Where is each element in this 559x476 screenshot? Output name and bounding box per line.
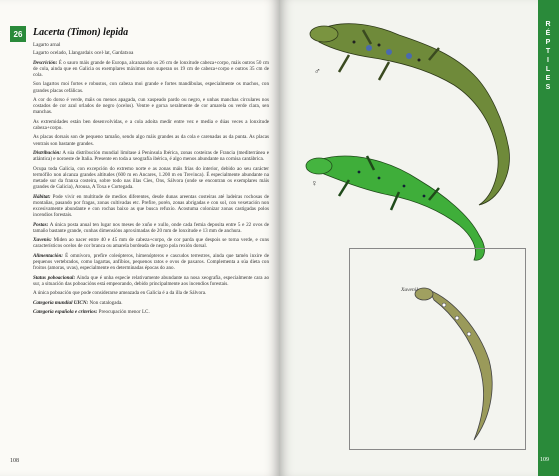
female-lizard-illustration [306,156,484,260]
species-paragraph [33,275,269,287]
paragraph-text: As extremidades están ben desenvolvidas, e a cola adoita medir entre vez e media e dúas veces a lonxitude cabeza+corpo. [33,118,269,131]
species-paragraph [33,253,269,272]
species-number-badge: 26 [10,26,26,42]
paragraph-text: Ocupa toda Galicia, con excepción do extremo norte e as zonas máis frías do interior, debido ao seu carácter termófilo non alcanza grandes altitudes (600 m en Ancares, 1.200 m en Trevinca). É especialmente abundante na metade sur da franxa costeira, sobre todo nas illas Cíes, Ons, Sálvora (onde se encontran os exemplares máis grandes de Galicia), Arousa, A Toxa e Cortegada. [33,165,269,191]
species-paragraph [33,309,269,315]
paragraph-label: Status poboacional: [33,274,76,281]
paragraph-text: A única poboación que pode considerarse ameazada en Galicia é a da illa de Sálvora. [33,290,207,297]
paragraph-text: É omnívoro, prefire coleópteros, himenópteros e cascudos terrestres, ainda que tamén inxire de pequenos vertebrados, como lagartas, anfibios, pequenos ratos e ovos de paxaros. Complementa a súa dieta con froitos (amoras, uvas), especialmente en determinadas épocas do ano. [33,252,269,272]
species-title: Lacerta (Timon) lepida [33,27,129,38]
species-paragraph [33,97,269,116]
paragraph-text: Ainda que é unha especie relativamente abundante na nosa xeografía, especialmente cara ao sur, a situación das poboacións está empeorando, debido principalmente aos incendios forestais. [33,274,269,287]
species-paragraph [33,134,269,146]
female-symbol: ♀ [311,178,318,188]
juvenile-frame [349,248,526,450]
species-paragraph [33,119,269,131]
paragraph-label: Descrición: [33,59,58,66]
paragraph-text: A única posta anual ten lugar nos meses de xuño e xullo, onde cada femia deposita entre 5 e 22 ovos de tamaño bastante grande, cunhas dimensións aproximadas de 20 mm de lonxitude e 13 mm de anchura. [33,221,269,234]
section-tab-label [542,20,554,92]
species-paragraph [33,60,269,79]
section-tab-letter: É [545,30,551,37]
paragraph-text: Pode vivir en multitude de medios diferentes, desde dunas areentas costeiras até ladeiras rochosas de montañas, pasando por fragas, zonas cultivadas etc. Prefire, porén, zonas abrigadas e con sol, con vexetación non excesivamente abundante e con rochas baixo as que busca refuxio. Acostuma colonizar zonas castigadas polos incendios forestais. [33,193,269,219]
page-number-right: 109 [540,457,549,463]
paragraph-label: Categoría mundial UICN: [33,299,89,306]
paragraph-label: Postas: [33,221,49,228]
paragraph-text: Miden ao nacer entre 40 e 45 mm de cabeza+corpo, de cor parda que despois se torna verde, e cuns característicos ocelos de cor branca ou amarela bordeada de negro pola rexión dorsal. [33,237,269,250]
paragraph-label: Hábitat: [33,193,51,200]
species-paragraph [33,290,269,296]
page-number-left: 108 [10,458,19,464]
juvenile-caption: Xuvenil [401,287,418,293]
species-paragraph [33,237,269,249]
paragraph-text: As placas dorsais son de pequeno tamaño, sendo algo máis grandes as da cola e carenadas as da punta. As placas ventrais son bastante grandes. [33,134,269,147]
section-tab-letter: I [547,57,549,64]
paragraph-text: A súa distribución mundial limítase á Península Ibérica, zonas costeiras de Francia (mediterránea e atlántica) e noroeste de Italia. Presente en toda a xeografía ibérica, é algo menos abundante na cornisa cantábrica. [33,149,269,163]
section-tab-letter: R [545,21,551,28]
section-tab-letter: E [545,75,551,82]
male-symbol: ♂ [314,66,321,76]
common-name: Lagarto arnal [33,42,61,48]
paragraph-text: É o sauro máis grande de Europa, alcanzando os 26 cm de lonxitude cabeza+corpo, máis outros 50 cm de cola, ainda que en Galicia os exemplares máximos non superan os 19 cm de cabeza+corpo e outros 35 cm de cola. [33,59,269,78]
section-tab-letter: P [545,39,551,46]
species-paragraph [33,166,269,191]
species-paragraph [33,81,269,93]
species-paragraph [33,194,269,219]
paragraph-label: Distribución: [33,149,62,156]
species-paragraph [33,300,269,306]
paragraph-text: Preocupación menor LC. [97,308,150,315]
section-tab-letter: L [545,66,551,73]
species-text-column [33,42,269,318]
paragraph-label: Xuvenís: [33,237,52,244]
section-tab-letter: S [545,84,551,91]
species-paragraph [33,222,269,234]
paragraph-text: A cor do dorso é verde, máis ou menos apagada, cun xaspeado pardo ou negro, e unhas manchas circulares nos costados de cor azul orlados de negro (ocelos). Ventre e gorxa xeralmente de cor amarela ou verde clara, sen manchas. [33,96,269,116]
paragraph-text: Son lagartos moi fortes e robustos, con cabeza moi grande e fortes mandíbulas, especialmente os machos, con grandes placas cefálicas. [33,81,269,94]
section-tab-letter: T [545,48,551,55]
species-paragraph [33,150,269,162]
paragraph-label: Alimentación: [33,252,63,259]
other-names: Lagarto ocelado, Llangardaix ocel·lat, Gardatxoa [33,50,134,57]
paragraph-text: Non catalogada. [88,299,123,306]
paragraph-label: Categoría española e criterios: [33,308,98,315]
